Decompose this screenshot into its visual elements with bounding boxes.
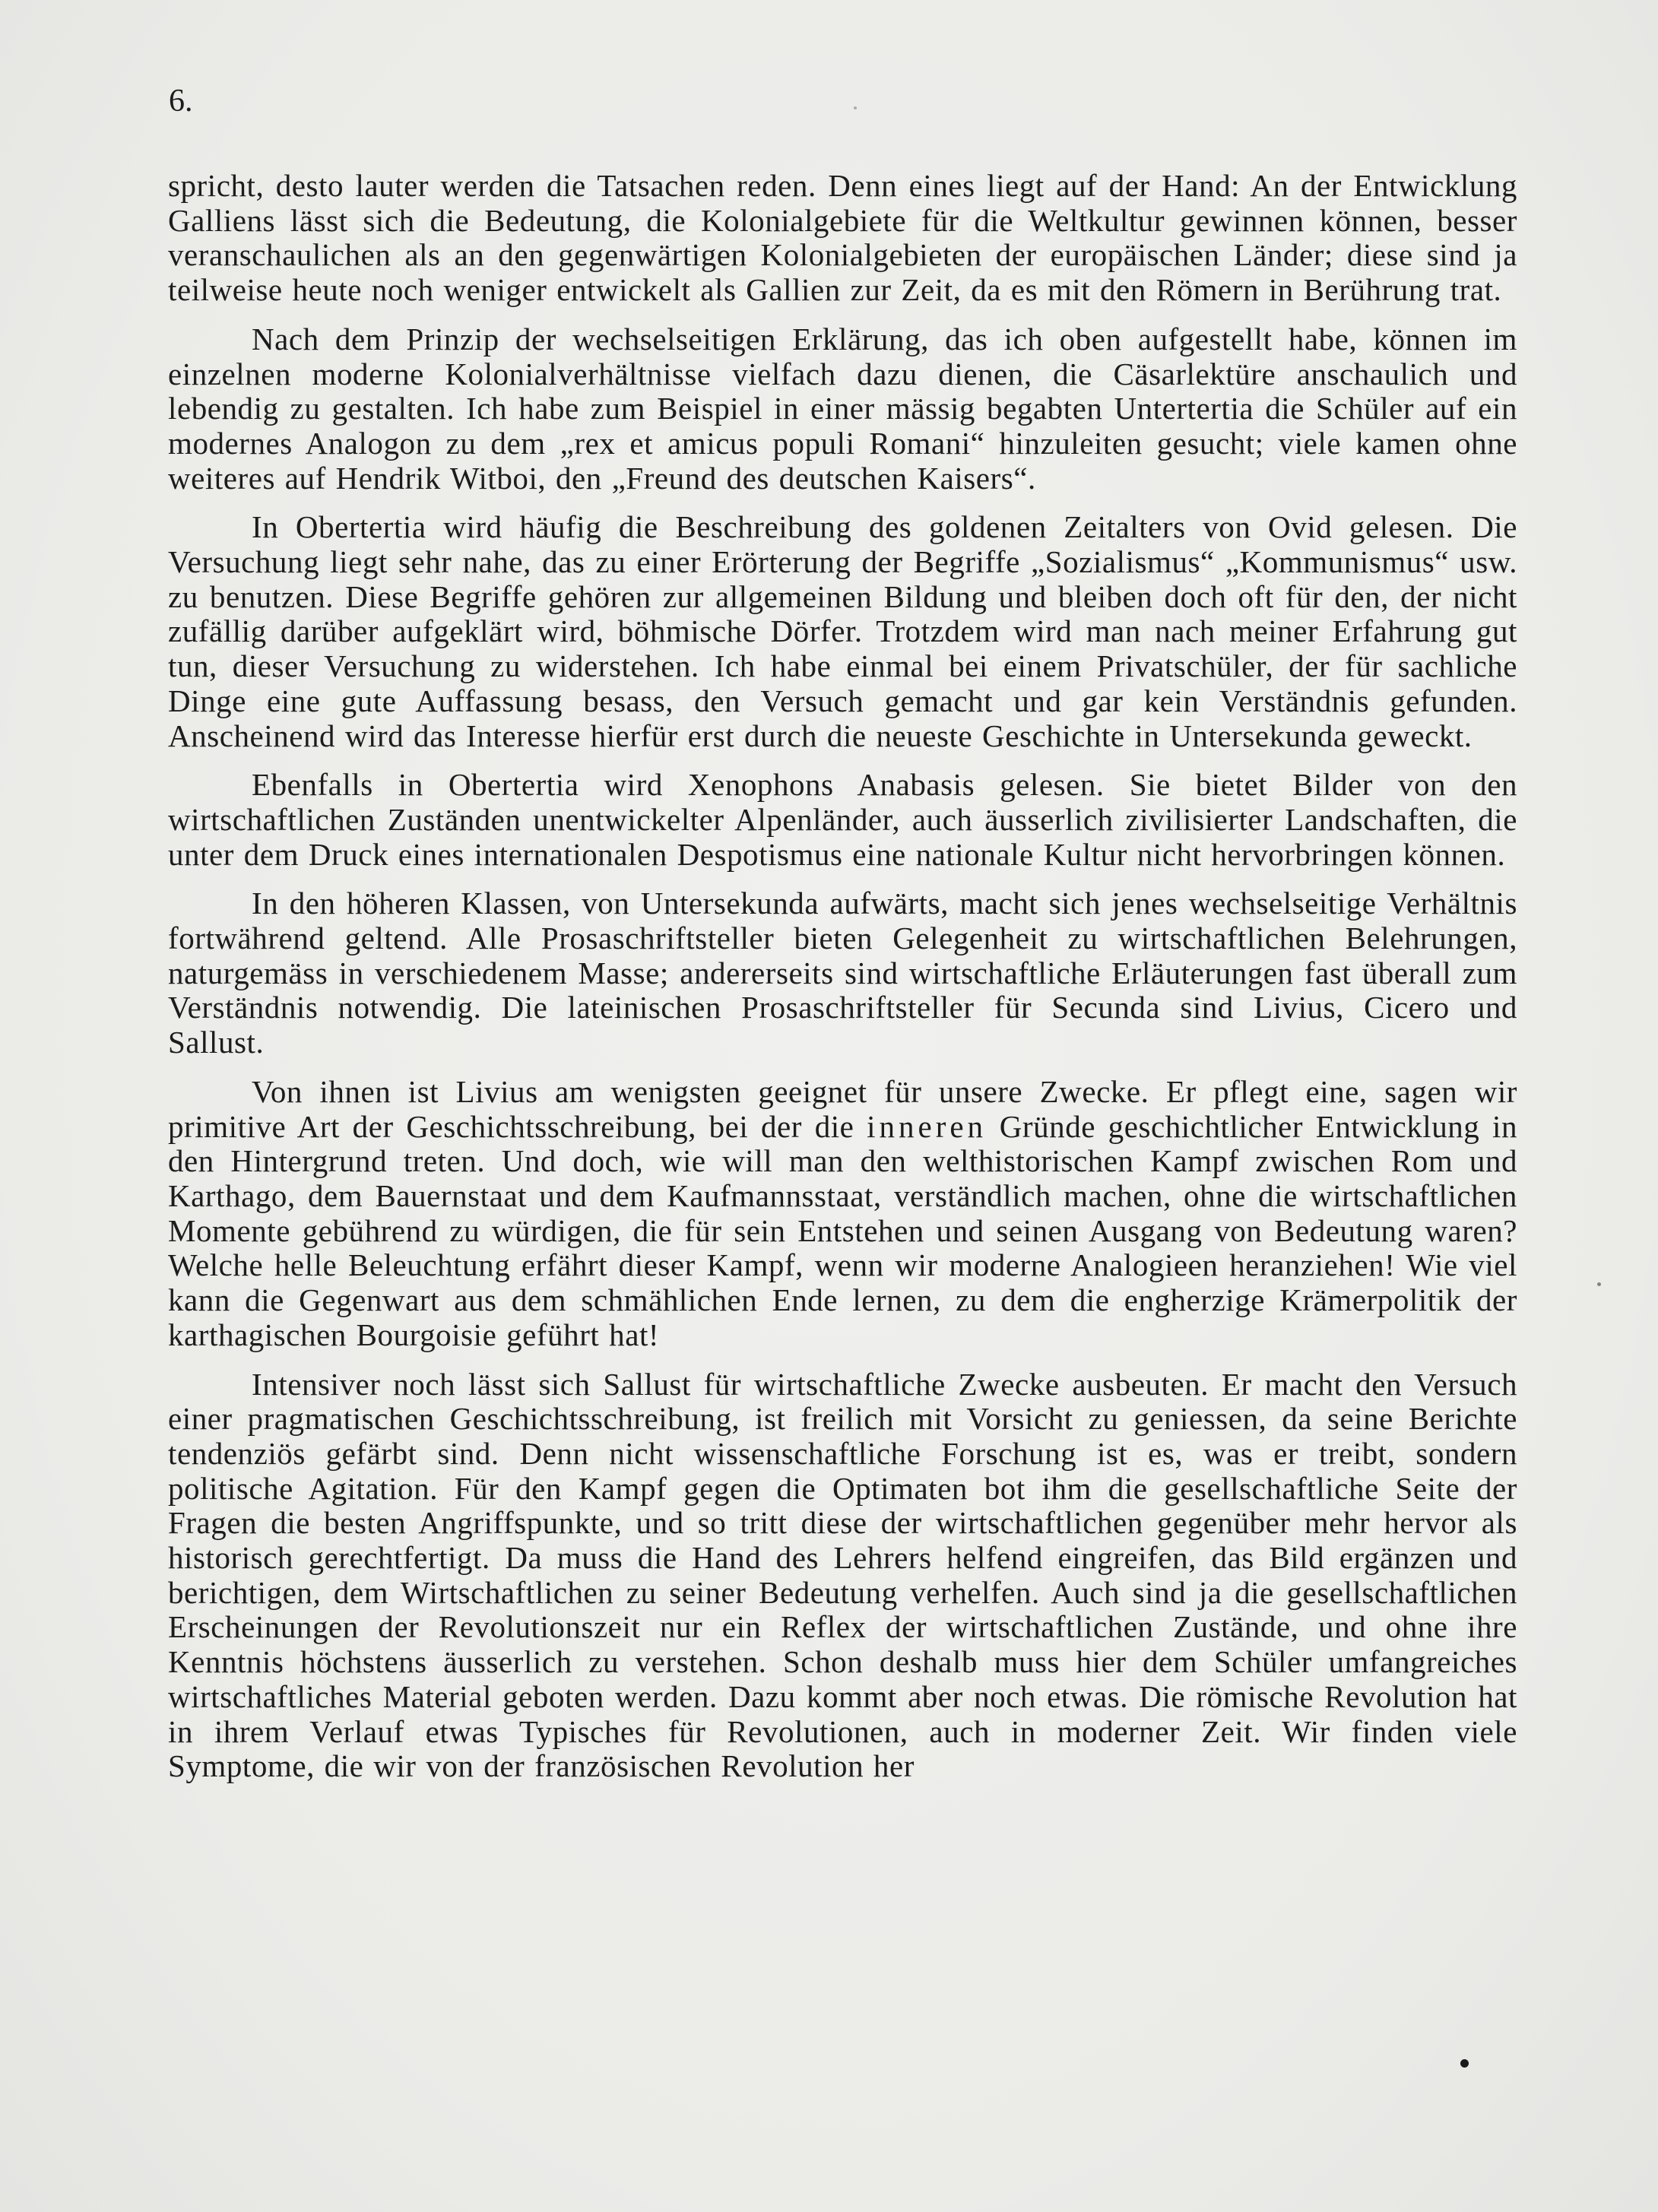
ink-speck [1597,1282,1601,1286]
paragraph: Ebenfalls in Obertertia wird Xenophons Anabasis gelesen. Sie bietet Bilder von den wirtschaftlichen Zuständen unentwickelter Alpenländer, auch äusserlich zivilisierter Landschaften, die unter dem Druck eines internationalen Despotismus eine nationale Kultur nicht hervorbringen können. [168,767,1517,872]
paragraph: Intensiver noch lässt sich Sallust für wirtschaftliche Zwecke ausbeuten. Er macht den Versuch einer pragmatischen Geschichtsschreibung, ist freilich mit Vorsicht zu geniessen, da seine Berichte tendenziös gefärbt sind. Denn nicht wissenschaftliche Forschung ist es, was er treibt, sondern politische Agitation. Für den Kampf gegen die Optimaten bot ihm die gesellschaftliche Seite der Fragen die besten Angriffspunkte, und so tritt diese der wirtschaftlichen gegenüber mehr hervor als historisch gerechtfertigt. Da muss die Hand des Lehrers helfend eingreifen, das Bild ergänzen und berichtigen, dem Wirtschaftlichen zu seiner Bedeutung verhelfen. Auch sind ja die gesellschaftlichen Erscheinungen der Revolutionszeit nur ein Reflex der wirtschaftlichen Zustände, und ohne ihre Kenntnis höchstens äusserlich zu verstehen. Schon deshalb muss hier dem Schüler umfangreiches wirtschaftliches Material geboten werden. Dazu kommt aber noch etwas. Die römische Revolution hat in ihrem Verlauf etwas Typisches für Revolutionen, auch in moderner Zeit. Wir finden viele Symptome, die wir von der französischen Revolution her [168,1366,1517,1784]
paragraph-text-end: Gründe geschichtlicher Entwicklung in den Hintergrund treten. Und doch, wie will man den welthistorischen Kampf zwischen Rom und Karthago, dem Bauernstaat und dem Kaufmannsstaat, verständlich machen, ohne die wirtschaftlichen Momente gebührend zu würdigen, die für sein Entstehen und seinen Ausgang von Bedeutung waren? Welche helle Beleuchtung erfährt dieser Kampf, wenn wir moderne Analogieen heranziehen! Wie viel kann die Gegenwart aus dem schmählichen Ende lernen, zu dem die engherzige Krämerpolitik der karthagischen Bourgoisie geführt hat! [168,1108,1518,1352]
paragraph-text-start: Von ihnen ist Livius am wenigsten geeignet für unsere Zwecke. Er pflegt eine, sagen wir primitive Art der Geschichtsschreibung, bei der die [168,1073,1517,1144]
ink-speck [854,106,857,109]
page-number: 6. [169,84,193,119]
emphasized-word: inneren [867,1108,988,1144]
paragraph [168,1075,1517,1353]
paragraph: In Obertertia wird häufig die Beschreibung des goldenen Zeitalters von Ovid gelesen. Die Versuchung liegt sehr nahe, das zu einer Erörterung der Begriffe „Sozialismus“ „Kommunismus“ usw. zu benutzen. Diese Begriffe gehören zur allgemeinen Bildung und bleiben doch oft für den, der nicht zufällig darüber aufgeklärt wird, böhmische Dörfer. Trotzdem wird man nach meiner Erfahrung gut tun, dieser Versuchung zu widerstehen. Ich habe einmal bei einem Privatschüler, der für sachliche Dinge eine gute Auffassung besass, den Versuch gemacht und gar kein Verständnis gefunden. Anscheinend wird das Interesse hierfür erst durch die neueste Geschichte in Untersekunda geweckt. [168,509,1517,753]
paragraph: spricht, desto lauter werden die Tatsachen reden. Denn eines liegt auf der Hand: An der Entwicklung Galliens lässt sich die Bedeutung, die Kolonialgebiete für die Weltkultur gewinnen können, besser veranschaulichen als an den gegenwärtigen Kolonialgebieten der europäischen Länder; diese sind ja teilweise heute noch weniger entwickelt als Gallien zur Zeit, da es mit den Römern in Berührung trat. [168,168,1517,308]
body-text [168,169,1517,1798]
ink-speck [1460,2059,1469,2068]
paragraph: In den höheren Klassen, von Untersekunda aufwärts, macht sich jenes wechselseitige Verhältnis fortwährend geltend. Alle Prosaschriftsteller bieten Gelegenheit zu wirtschaftlichen Belehrungen, naturgemäss in verschiedenem Masse; andererseits sind wirtschaftliche Erläuterungen fast überall zum Verständnis notwendig. Die lateinischen Prosaschriftsteller für Secunda sind Livius, Cicero und Sallust. [168,886,1517,1060]
paragraph: Nach dem Prinzip der wechselseitigen Erklärung, das ich oben aufgestellt habe, können im einzelnen moderne Kolonialverhältnisse vielfach dazu dienen, die Cäsarlektüre anschaulich und lebendig zu gestalten. Ich habe zum Beispiel in einer mässig begabten Untertertia die Schüler auf ein modernes Analogon zu dem „rex et amicus populi Romani“ hinzuleiten gesucht; viele kamen ohne weiteres auf Hendrik Witboi, den „Freund des deutschen Kaisers“. [168,321,1517,496]
